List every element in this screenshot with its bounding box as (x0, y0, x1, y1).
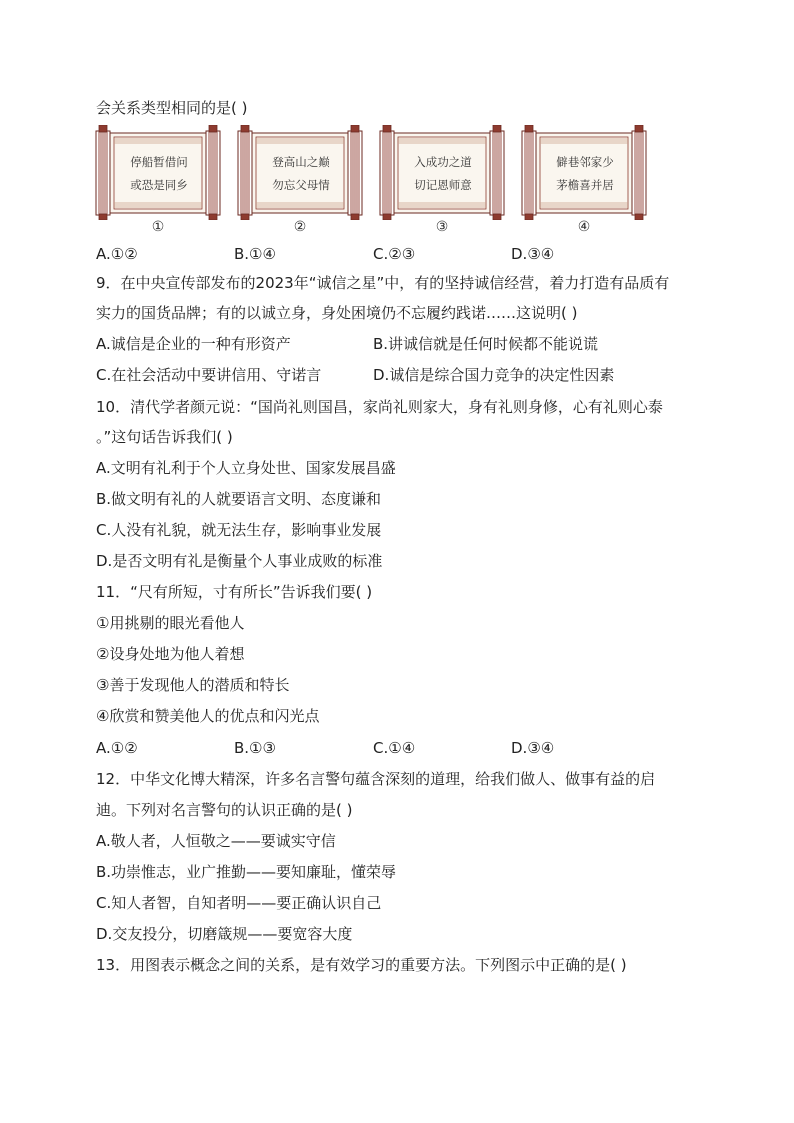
q11-item-2: ②设身处地为他人着想 (96, 645, 245, 663)
q11-option-d[interactable]: D.③④ (511, 739, 555, 757)
q8-option-d[interactable]: D.③④ (511, 245, 555, 263)
scroll-4-line-1: 僻巷邻家少 (556, 155, 614, 169)
q11-item-1: ①用挑剔的眼光看他人 (96, 614, 245, 632)
q9-options-row-2 (96, 365, 696, 385)
scroll-4 (520, 125, 648, 240)
q9-stem-line-2: 实力的国货品牌；有的以诚立身，身处困境仍不忘履约践诺……这说明( ) (96, 304, 578, 322)
q12-option-c[interactable]: C.知人者智，自知者明——要正确认识自己 (96, 894, 382, 912)
scroll-paper (536, 133, 632, 213)
scroll-roller-cap-top (383, 125, 391, 132)
q8-scroll-images (94, 125, 654, 240)
scroll-roller-cap-top (241, 125, 249, 132)
q8-option-c[interactable]: C.②③ (373, 245, 416, 263)
q10-stem-line-1: 10．清代学者颜元说：“国尚礼则国昌，家尚礼则家大，身有礼则身修，心有礼则心泰 (96, 398, 663, 416)
q12-option-a[interactable]: A.敬人者，人恒敬之——要诚实守信 (96, 832, 336, 850)
scroll-3 (378, 125, 506, 240)
q10-stem-line-2: 。”这句话告诉我们( ) (96, 428, 233, 446)
q8-option-b[interactable]: B.①④ (234, 245, 276, 263)
scroll-4-line-2: 茅檐喜并居 (556, 178, 614, 192)
q9-options-row-1 (96, 334, 696, 354)
q11-stem: 11．“尺有所短，寸有所长”告诉我们要( ) (96, 583, 373, 601)
scroll-roller-cap-top (99, 125, 107, 132)
q8-options (96, 244, 696, 264)
scroll-roller-cap-top (351, 125, 359, 132)
q11-option-c[interactable]: C.①④ (373, 739, 416, 757)
scroll-paper (110, 133, 206, 213)
q9-option-c[interactable]: C.在社会活动中要讲信用、守诺言 (96, 366, 322, 384)
scroll-2-line-2: 勿忘父母情 (272, 178, 330, 192)
scroll-paper (394, 133, 490, 213)
scroll-roller-cap-top (525, 125, 533, 132)
scroll-1-line-1: 停船暂借问 (130, 155, 188, 169)
q11-item-4: ④欣赏和赞美他人的优点和闪光点 (96, 707, 320, 725)
q10-option-d[interactable]: D.是否文明有礼是衡量个人事业成败的标准 (96, 552, 383, 570)
scroll-2-label: ② (293, 219, 307, 235)
q9-option-a[interactable]: A.诚信是企业的一种有形资产 (96, 335, 291, 353)
scroll-1-line-2: 或恐是同乡 (130, 178, 188, 192)
q12-stem-line-1: 12．中华文化博大精深，许多名言警句蕴含深刻的道理，给我们做人、做事有益的启 (96, 770, 656, 788)
scroll-2-line-1: 登高山之巅 (272, 155, 330, 169)
scroll-paper (252, 133, 348, 213)
scroll-3-line-1: 入成功之道 (414, 155, 472, 169)
q12-option-d[interactable]: D.交友投分，切磨箴规——要宽容大度 (96, 925, 353, 943)
q12-stem-line-2: 迪。下列对名言警句的认识正确的是( ) (96, 801, 353, 819)
q8-stem-tail: 会关系类型相同的是( ) (96, 99, 248, 117)
scroll-2 (236, 125, 364, 240)
q10-option-c[interactable]: C.人没有礼貌，就无法生存，影响事业发展 (96, 521, 382, 539)
q9-option-b[interactable]: B.讲诚信就是任何时候都不能说谎 (373, 335, 599, 353)
q10-option-a[interactable]: A.文明有礼利于个人立身处世、国家发展昌盛 (96, 459, 396, 477)
scroll-roller-cap-top (493, 125, 501, 132)
q11-options (96, 738, 696, 758)
scroll-4-label: ④ (577, 219, 591, 235)
q10-option-b[interactable]: B.做文明有礼的人就要语言文明、态度谦和 (96, 490, 382, 508)
scroll-1-label: ① (151, 219, 165, 235)
q11-option-b[interactable]: B.①③ (234, 739, 276, 757)
q11-option-a[interactable]: A.①② (96, 739, 138, 757)
q8-option-a[interactable]: A.①② (96, 245, 138, 263)
q11-item-3: ③善于发现他人的潜质和特长 (96, 676, 290, 694)
q9-stem-line-1: 9．在中央宣传部发布的2023年“诚信之星”中，有的坚持诚信经营，着力打造有品质有 (96, 274, 670, 292)
scroll-3-label: ③ (435, 219, 449, 235)
scroll-1 (94, 125, 222, 240)
scroll-roller-cap-top (209, 125, 217, 132)
scroll-3-line-2: 切记恩师意 (414, 178, 472, 192)
scroll-roller-cap-top (635, 125, 643, 132)
q13-stem: 13．用图表示概念之间的关系，是有效学习的重要方法。下列图示中正确的是( ) (96, 956, 627, 974)
q12-option-b[interactable]: B.功崇惟志，业广推勤——要知廉耻，懂荣辱 (96, 863, 397, 881)
q9-option-d[interactable]: D.诚信是综合国力竞争的决定性因素 (373, 366, 615, 384)
